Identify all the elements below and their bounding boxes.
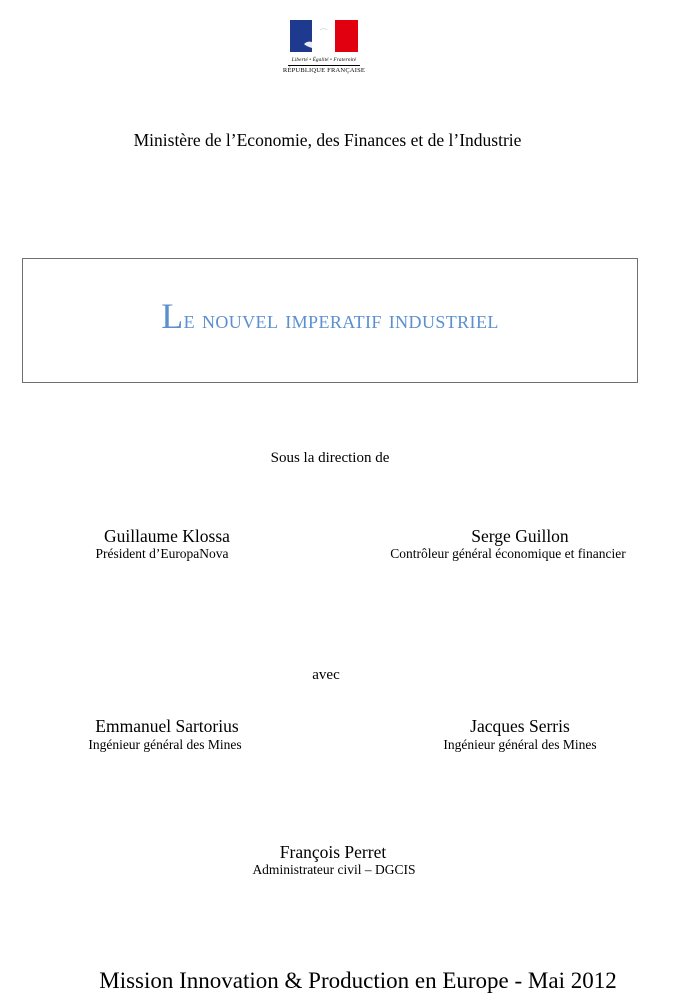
- ministry-heading: Ministère de l’Economie, des Finances et de l’Industrie: [133, 130, 522, 150]
- direction-label: Sous la direction de: [270, 450, 390, 466]
- logo-republic-text: RÉPUBLIQUE FRANÇAISE: [282, 67, 366, 74]
- title-rest: nouvel imperatif industriel: [195, 305, 499, 334]
- director-role: Contrôleur général économique et financier: [390, 546, 626, 561]
- contributor-role: Administrateur civil – DGCIS: [252, 862, 416, 877]
- logo-motto: Liberté • Égalité • Fraternité: [291, 57, 357, 63]
- republique-francaise-logo: [282, 18, 366, 78]
- contributor-role: Ingénieur général des Mines: [88, 737, 242, 752]
- with-label: avec: [312, 667, 340, 683]
- contributor-name: Emmanuel Sartorius: [95, 716, 239, 736]
- marianne-flag-icon: [282, 18, 366, 54]
- contributor-name: Jacques Serris: [470, 716, 570, 736]
- director-name: Serge Guillon: [471, 526, 569, 546]
- director-name: Guillaume Klossa: [104, 526, 230, 546]
- contributor-name: François Perret: [279, 842, 387, 862]
- title-initial: L: [161, 296, 184, 336]
- footer-mission-line: Mission Innovation & Production en Europe - Mai 2012: [99, 968, 617, 993]
- title-first-word-rest: e: [183, 305, 196, 334]
- document-title: [23, 295, 637, 337]
- contributor-role: Ingénieur général des Mines: [443, 737, 597, 752]
- director-role: Président d’EuropaNova: [95, 546, 229, 561]
- logo-divider: [288, 65, 360, 66]
- title-box: [22, 258, 638, 383]
